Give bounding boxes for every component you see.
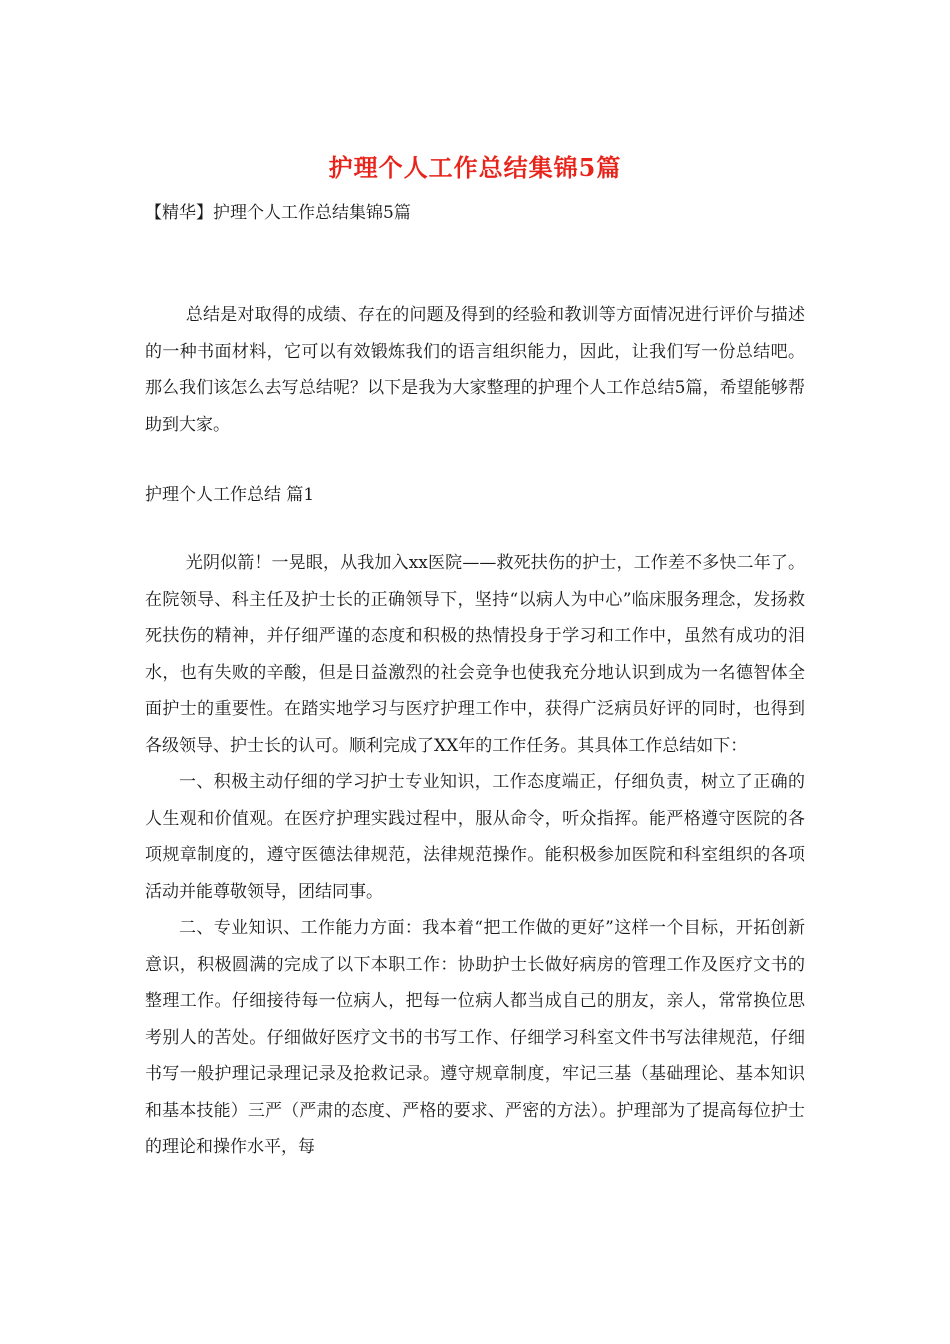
section-body — [145, 545, 805, 1166]
document-title: 护理个人工作总结集锦5篇 — [328, 153, 622, 182]
paragraph-2: 一、积极主动仔细的学习护士专业知识，工作态度端正，仔细负责，树立了正确的人生观和价值观。在医疗护理实践过程中，服从命令，听众指挥。能严格遵守医院的各项规章制度的，遵守医德法律规范，法律规范操作。能积极参加医院和科室组织的各项活动并能尊敬领导，团结同事。 — [145, 772, 805, 902]
document-subtitle: 【精华】护理个人工作总结集锦5篇 — [145, 203, 411, 223]
paragraph-3: 二、专业知识、工作能力方面：我本着“把工作做的更好”这样一个目标，开拓创新意识，积极圆满的完成了以下本职工作：协助护士长做好病房的管理工作及医疗文书的整理工作。仔细接待每一位病人，把每一位病人都当成自己的朋友，亲人，常常换位思考别人的苦处。仔细做好医疗文书的书写工作、仔细学习科室文件书写法律规范，仔细书写一般护理记录理记录及抢救记录。遵守规章制度，牢记三基（基础理论、基本知识和基本技能）三严（严肃的态度、严格的要求、严密的方法）。护理部为了提高每位护士的理论和操作水平，每 — [145, 918, 805, 1157]
intro-paragraph: 总结是对取得的成绩、存在的问题及得到的经验和教训等方面情况进行评价与描述的一种书面材料，它可以有效锻炼我们的语言组织能力，因此，让我们写一份总结吧。那么我们该怎么去写总结呢？以下是我为大家整理的护理个人工作总结5篇，希望能够帮助到大家。 — [145, 305, 805, 435]
paragraph-1: 光阴似箭！一晃眼，从我加入xx医院——救死扶伤的护士，工作差不多快二年了。在院领导、科主任及护士长的正确领导下，坚持“以病人为中心”临床服务理念，发扬救死扶伤的精神，并仔细严谨的态度和积极的热情投身于学习和工作中，虽然有成功的泪水，也有失败的辛酸，但是日益激烈的社会竞争也使我充分地认识到成为一名德智体全面护士的重要性。在踏实地学习与医疗护理工作中，获得广泛病员好评的同时，也得到各级领导、护士长的认可。顺利完成了XX年的工作任务。其具体工作总结如下： — [145, 553, 805, 756]
section-heading: 护理个人工作总结 篇1 — [145, 485, 315, 505]
